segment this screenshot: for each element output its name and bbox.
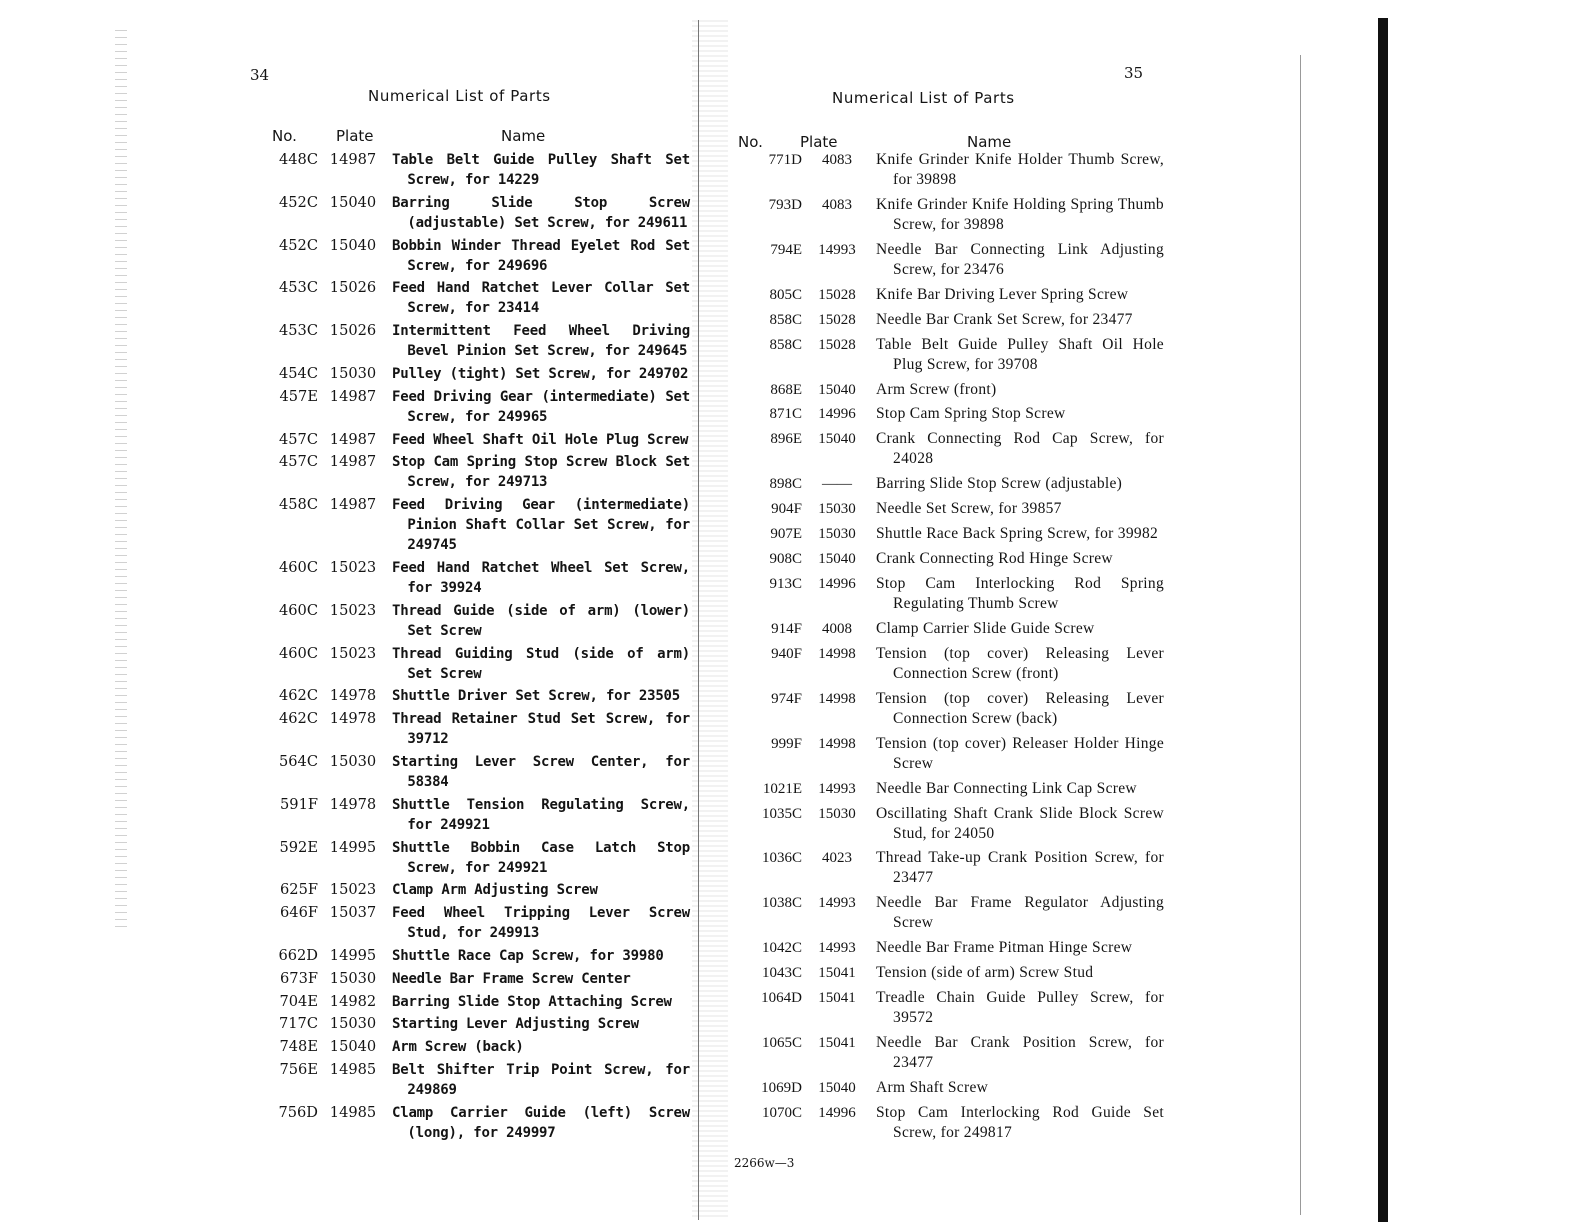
part-row <box>734 524 1164 544</box>
part-number: 999F <box>771 735 802 752</box>
part-name: Pulley (tight) Set Screw, for 249702 <box>392 365 689 382</box>
plate-number: 14985 <box>329 1103 377 1121</box>
part-name: Crank Connecting Rod Hinge Screw <box>876 550 1113 568</box>
part-row <box>734 549 1164 569</box>
plate-number: 14995 <box>329 838 377 856</box>
part-name: Thread Take-up Crank Position Screw, for 23477 <box>876 849 1164 887</box>
part-name: Clamp Arm Adjusting Screw <box>392 882 598 899</box>
part-row <box>734 335 1164 375</box>
part-name: Knife Grinder Knife Holder Thumb Screw, for 39898 <box>876 151 1164 188</box>
plate-number: 14995 <box>329 946 377 964</box>
part-number: 704E <box>279 992 318 1010</box>
plate-number: 14982 <box>329 992 377 1010</box>
part-number: 793D <box>768 196 802 213</box>
part-name: Tension (side of arm) Screw Stud <box>876 964 1094 982</box>
part-row <box>734 938 1164 958</box>
part-name: Arm Screw (back) <box>392 1039 524 1056</box>
part-name: Needle Bar Frame Screw Center <box>392 970 631 987</box>
part-row <box>734 240 1164 280</box>
part-row <box>734 310 1164 330</box>
part-row <box>250 644 690 684</box>
part-name: Shuttle Driver Set Screw, for 23505 <box>392 688 681 705</box>
part-row <box>250 795 690 835</box>
part-number: 805C <box>769 286 802 303</box>
part-number: 871C <box>769 406 802 423</box>
plate-number: 15030 <box>329 752 377 770</box>
part-row <box>250 1037 690 1057</box>
part-row <box>250 686 690 706</box>
page-number: 34 <box>250 66 270 84</box>
part-number: 1070C <box>761 1104 802 1121</box>
part-name: Knife Grinder Knife Holding Spring Thumb Screw, for 39898 <box>876 195 1164 233</box>
plate-number: 14993 <box>818 895 856 912</box>
part-row <box>250 709 690 749</box>
page-edge-right <box>1378 18 1388 1222</box>
part-name: Shuttle Bobbin Case Latch Stop Screw, for 249921 <box>392 839 690 876</box>
part-number: 896E <box>770 431 802 448</box>
part-name: Clamp Carrier Slide Guide Screw <box>876 619 1095 637</box>
plate-number: 15023 <box>329 881 377 899</box>
part-name: Feed Hand Ratchet Wheel Set Screw, for 39924 <box>392 559 690 596</box>
part-name: Knife Bar Driving Lever Spring Screw <box>876 285 1129 303</box>
plate-number: 15030 <box>329 969 377 987</box>
part-number: 858C <box>769 311 802 328</box>
book-gutter <box>692 20 728 1220</box>
plate-number: 15023 <box>329 601 377 619</box>
plate-number: 15023 <box>329 558 377 576</box>
part-number: 454C <box>278 364 318 382</box>
plate-number: 14998 <box>818 645 856 662</box>
part-number: 748E <box>279 1038 318 1056</box>
part-row <box>250 430 690 450</box>
part-number: 913C <box>769 575 802 592</box>
part-name: Shuttle Tension Regulating Screw, for 249921 <box>392 796 690 833</box>
part-name: Thread Guide (side of arm) (lower) Set Screw <box>392 602 690 639</box>
part-number: 1042C <box>761 940 802 957</box>
plate-number: 14978 <box>329 710 377 728</box>
header-no: No. <box>738 133 763 151</box>
part-number: 1038C <box>761 895 802 912</box>
plate-number: 4083 <box>822 196 852 213</box>
part-row <box>734 619 1164 639</box>
part-number: 592E <box>279 838 318 856</box>
part-number: 453C <box>278 322 318 340</box>
part-number: 591F <box>280 795 318 813</box>
part-row <box>250 1103 690 1143</box>
plate-number: 15023 <box>329 644 377 662</box>
page-edge-left <box>115 30 127 930</box>
part-number: 1065C <box>761 1035 802 1052</box>
part-number: 907E <box>770 526 802 543</box>
part-number: 771D <box>768 152 802 168</box>
part-name: Feed Wheel Shaft Oil Hole Plug Screw <box>392 431 689 448</box>
part-name: Arm Shaft Screw <box>876 1078 989 1096</box>
part-number: 1069D <box>761 1079 802 1096</box>
part-row <box>734 848 1164 888</box>
plate-number: 15040 <box>818 551 856 568</box>
plate-number: 14987 <box>329 453 377 471</box>
plate-number: 14993 <box>818 940 856 957</box>
page-title: Numerical List of Parts <box>368 87 551 105</box>
part-name: Needle Bar Connecting Link Adjusting Screw, for 23476 <box>876 240 1164 278</box>
part-name: Clamp Carrier Guide (left) Screw (long), for 249997 <box>392 1104 690 1141</box>
part-row <box>734 474 1164 494</box>
part-name: Belt Shifter Trip Point Screw, for 249869 <box>392 1061 690 1098</box>
part-name: Needle Set Screw, for 39857 <box>876 500 1062 518</box>
part-row <box>734 380 1164 400</box>
part-row <box>250 752 690 792</box>
part-number: 457E <box>279 387 318 405</box>
part-row <box>734 779 1164 799</box>
part-row <box>250 321 690 361</box>
part-row <box>250 495 690 555</box>
part-row <box>734 963 1164 983</box>
part-row <box>734 404 1164 424</box>
part-name: Tension (top cover) Releasing Lever Connection Screw (back) <box>876 689 1164 727</box>
part-number: 462C <box>278 710 318 728</box>
part-number: 794E <box>770 241 802 258</box>
part-row <box>734 734 1164 774</box>
plate-number: 15028 <box>818 336 856 353</box>
part-number: 1064D <box>761 990 802 1007</box>
part-row <box>734 574 1164 614</box>
plate-number: 15026 <box>329 322 377 340</box>
part-row <box>250 558 690 598</box>
part-name: Treadle Chain Guide Pulley Screw, for 39572 <box>876 989 1164 1027</box>
plate-number: 14987 <box>329 151 377 168</box>
part-row <box>250 452 690 492</box>
part-name: Feed Wheel Tripping Lever Screw Stud, for 249913 <box>392 905 690 942</box>
header-name: Name <box>501 127 546 145</box>
part-name: Needle Bar Frame Regulator Adjusting Screw <box>876 894 1164 932</box>
plate-number: 15040 <box>818 381 856 398</box>
plate-number: 14993 <box>818 241 856 258</box>
part-number: 904F <box>771 501 802 518</box>
part-number: 662D <box>278 946 318 964</box>
plate-number: 4023 <box>822 850 852 867</box>
part-name: Stop Cam Spring Stop Screw Block Set Screw, for 249713 <box>392 454 690 491</box>
plate-number: 14987 <box>329 387 377 405</box>
part-name: Barring Slide Stop Attaching Screw <box>392 993 672 1010</box>
part-name: Intermittent Feed Wheel Driving Bevel Pinion Set Screw, for 249645 <box>392 323 690 360</box>
part-name: Tension (top cover) Releasing Lever Connection Screw (front) <box>876 644 1164 682</box>
part-row <box>734 988 1164 1028</box>
part-row <box>734 1103 1164 1143</box>
page-edge-line <box>1300 55 1301 1215</box>
part-row <box>250 193 690 233</box>
part-number: 908C <box>769 551 802 568</box>
part-row <box>250 969 690 989</box>
footer-code: 2266w—3 <box>734 1156 795 1170</box>
part-row <box>734 150 1164 190</box>
part-number: 564C <box>278 752 318 770</box>
part-number: 756D <box>278 1103 318 1121</box>
part-number: 868E <box>770 381 802 398</box>
part-row <box>734 429 1164 469</box>
plate-number: 14987 <box>329 496 377 514</box>
page-title: Numerical List of Parts <box>832 89 1015 107</box>
part-row <box>250 903 690 943</box>
part-row <box>250 1014 690 1034</box>
part-row <box>250 838 690 878</box>
part-row <box>734 804 1164 844</box>
plate-number: 14985 <box>329 1060 377 1078</box>
part-name: Tension (top cover) Releaser Holder Hinge Screw <box>876 734 1164 772</box>
plate-number: 15030 <box>818 526 856 543</box>
page-number: 35 <box>1124 64 1144 82</box>
part-name: Crank Connecting Rod Cap Screw, for 24028 <box>876 430 1164 468</box>
part-row <box>734 644 1164 684</box>
plate-number: 15040 <box>329 193 377 211</box>
plate-number: —— <box>822 476 852 493</box>
part-row <box>734 689 1164 729</box>
plate-number: 15037 <box>329 904 377 922</box>
part-number: 453C <box>278 279 318 297</box>
plate-number: 4008 <box>822 620 852 637</box>
part-name: Barring Slide Stop Screw (adjustable) Set Screw, for 249611 <box>392 194 690 231</box>
plate-number: 15030 <box>329 364 377 382</box>
part-number: 940F <box>771 645 802 662</box>
plate-number: 15028 <box>818 311 856 328</box>
plate-number: 15040 <box>818 431 856 448</box>
part-number: 1021E <box>762 780 802 797</box>
part-name: Bobbin Winder Thread Eyelet Rod Set Screw, for 249696 <box>392 237 690 274</box>
part-number: 673F <box>280 969 318 987</box>
part-number: 1035C <box>761 805 802 822</box>
header-no: No. <box>272 127 297 145</box>
part-number: 898C <box>769 476 802 493</box>
plate-number: 15041 <box>818 1035 856 1052</box>
plate-number: 15028 <box>818 286 856 303</box>
header-name: Name <box>967 133 1012 151</box>
part-number: 858C <box>769 336 802 353</box>
plate-number: 15040 <box>818 1079 856 1096</box>
part-number: 625F <box>280 881 318 899</box>
part-name: Oscillating Shaft Crank Slide Block Screw Stud, for 24050 <box>876 804 1164 842</box>
part-name: Needle Bar Crank Position Screw, for 23477 <box>876 1034 1164 1072</box>
plate-number: 14987 <box>329 430 377 448</box>
part-name: Table Belt Guide Pulley Shaft Set Screw, for 14229 <box>392 152 690 188</box>
part-number: 914F <box>771 620 802 637</box>
part-row <box>734 195 1164 235</box>
plate-number: 14993 <box>818 780 856 797</box>
part-number: 457C <box>278 430 318 448</box>
header-plate: Plate <box>800 133 838 151</box>
part-name: Needle Bar Connecting Link Cap Screw <box>876 779 1137 797</box>
part-number: 974F <box>771 690 802 707</box>
plate-number: 15030 <box>818 805 856 822</box>
part-row <box>250 387 690 427</box>
part-name: Stop Cam Interlocking Rod Spring Regulating Thumb Screw <box>876 574 1164 612</box>
part-name: Stop Cam Spring Stop Screw <box>876 405 1066 423</box>
part-name: Starting Lever Adjusting Screw <box>392 1016 639 1033</box>
plate-number: 15040 <box>329 1038 377 1056</box>
plate-number: 4083 <box>822 152 852 168</box>
plate-number: 15026 <box>329 279 377 297</box>
part-name: Starting Lever Screw Center, for 58384 <box>392 753 690 790</box>
part-number: 448C <box>278 151 318 168</box>
part-row <box>250 236 690 276</box>
part-row <box>250 150 690 190</box>
parts-list <box>734 150 1164 1143</box>
part-name: Table Belt Guide Pulley Shaft Oil Hole Plug Screw, for 39708 <box>876 335 1164 373</box>
plate-number: 14996 <box>818 406 856 423</box>
plate-number: 15041 <box>818 965 856 982</box>
part-row <box>734 1033 1164 1073</box>
part-name: Feed Driving Gear (intermediate) Pinion Shaft Collar Set Screw, for 249745 <box>392 497 690 554</box>
part-name: Thread Retainer Stud Set Screw, for 39712 <box>392 711 690 748</box>
part-number: 1043C <box>761 965 802 982</box>
part-name: Shuttle Race Back Spring Screw, for 39982 <box>876 525 1159 543</box>
part-number: 756E <box>279 1060 318 1078</box>
part-name: Barring Slide Stop Screw (adjustable) <box>876 475 1123 493</box>
part-name: Feed Driving Gear (intermediate) Set Screw, for 249965 <box>392 388 690 425</box>
part-number: 457C <box>278 453 318 471</box>
parts-list <box>250 150 690 1143</box>
part-name: Arm Screw (front) <box>876 380 997 398</box>
part-row <box>250 601 690 641</box>
part-number: 717C <box>278 1015 318 1033</box>
part-name: Stop Cam Interlocking Rod Guide Set Screw, for 249817 <box>876 1103 1164 1141</box>
plate-number: 14998 <box>818 690 856 707</box>
part-name: Thread Guiding Stud (side of arm) Set Screw <box>392 645 690 682</box>
part-number: 452C <box>278 193 318 211</box>
part-number: 646F <box>280 904 318 922</box>
part-row <box>250 1060 690 1100</box>
part-name: Shuttle Race Cap Screw, for 39980 <box>392 947 664 964</box>
part-row <box>250 278 690 318</box>
part-name: Needle Bar Frame Pitman Hinge Screw <box>876 939 1133 957</box>
plate-number: 15030 <box>818 501 856 518</box>
plate-number: 14996 <box>818 575 856 592</box>
part-name: Needle Bar Crank Set Screw, for 23477 <box>876 310 1133 328</box>
plate-number: 14998 <box>818 735 856 752</box>
part-row <box>250 946 690 966</box>
part-row <box>734 893 1164 933</box>
part-name: Feed Hand Ratchet Lever Collar Set Screw, for 23414 <box>392 280 690 317</box>
part-number: 462C <box>278 687 318 705</box>
plate-number: 15040 <box>329 236 377 254</box>
plate-number: 14978 <box>329 687 377 705</box>
part-row <box>250 364 690 384</box>
part-number: 460C <box>278 558 318 576</box>
part-row <box>734 285 1164 305</box>
part-number: 1036C <box>761 850 802 867</box>
part-number: 460C <box>278 644 318 662</box>
plate-number: 14978 <box>329 795 377 813</box>
plate-number: 15030 <box>329 1015 377 1033</box>
part-row <box>734 499 1164 519</box>
part-row <box>250 992 690 1012</box>
part-row <box>734 1078 1164 1098</box>
part-number: 452C <box>278 236 318 254</box>
plate-number: 14996 <box>818 1104 856 1121</box>
part-row <box>250 880 690 900</box>
plate-number: 15041 <box>818 990 856 1007</box>
part-number: 458C <box>278 496 318 514</box>
header-plate: Plate <box>336 127 374 145</box>
part-number: 460C <box>278 601 318 619</box>
